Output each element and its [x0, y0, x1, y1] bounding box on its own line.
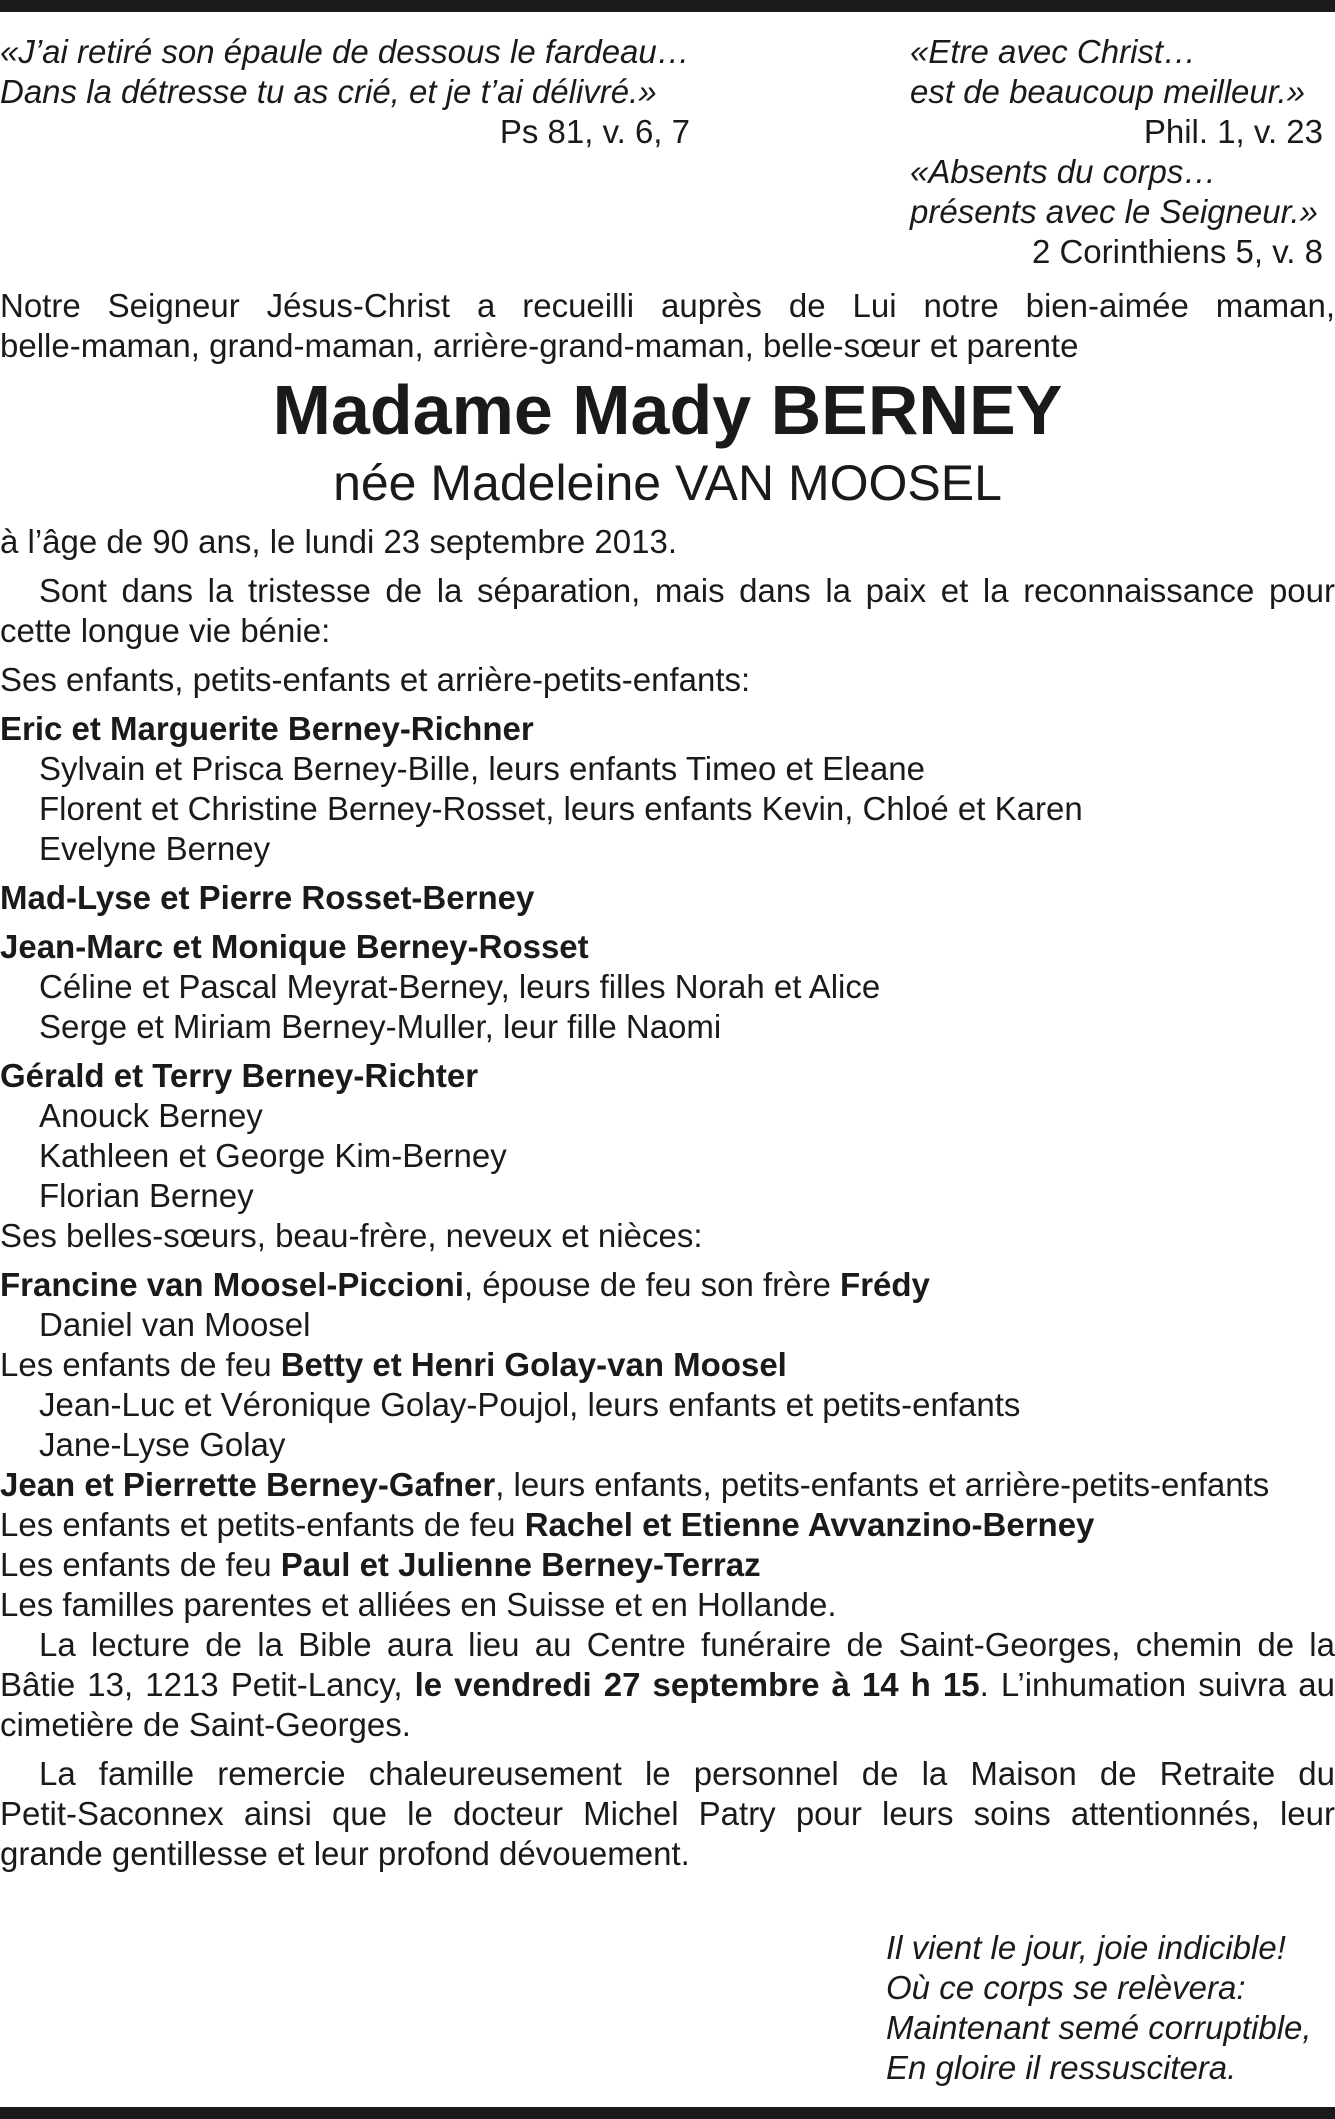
quote-reference: Phil. 1, v. 23: [1143, 113, 1323, 150]
thanks-line: Petit-Saconnex ainsi que le docteur Michel Patry pour leurs soins attentionnés, leur: [0, 1795, 1335, 1832]
intro-line: belle-maman, grand-maman, arrière-grand-maman, belle-sœur et parente: [0, 327, 1079, 364]
children-heading: Ses enfants, petits-enfants et arrière-petits-enfants:: [0, 661, 751, 698]
obituary-notice: [0, 32, 1335, 1874]
ceremony-line: [0, 1665, 1335, 1705]
inlaw-family: [0, 1505, 1335, 1545]
inlaw-text: Les enfants et petits-enfants de feu: [0, 1506, 525, 1543]
thanks-line: La famille remercie chaleureusement le personnel de la Maison de Retraite du: [39, 1755, 1335, 1792]
poem-line: Maintenant semé corruptible,: [886, 2009, 1312, 2046]
quote-line: est de beaucoup meilleur.»: [910, 73, 1306, 110]
family-head: Eric et Marguerite Berney-Richner: [0, 710, 534, 747]
quote-philippians: [910, 32, 1323, 272]
family-member: Evelyne Berney: [39, 830, 271, 867]
quote-psalm: [0, 32, 690, 152]
inlaw-text: , leurs enfants, petits-enfants et arrière-petits-enfants: [495, 1466, 1270, 1503]
quote-line: présents avec le Seigneur.»: [910, 193, 1318, 230]
inlaw-text: Les enfants de feu: [0, 1346, 281, 1383]
quote-line: «J’ai retiré son épaule de dessous le fardeau…: [0, 33, 690, 70]
quote-line: «Absents du corps…: [910, 153, 1217, 190]
family-head: Gérald et Terry Berney-Richter: [0, 1057, 479, 1094]
inlaw-family: [0, 1265, 1335, 1305]
family-head: Mad-Lyse et Pierre Rosset-Berney: [0, 879, 535, 916]
inlaw-name: Rachel et Etienne Avvanzino-Berney: [524, 1506, 1095, 1543]
bottom-rule: [0, 2107, 1335, 2119]
inlaw-name: Jean et Pierrette Berney-Gafner: [0, 1466, 496, 1503]
death-date: à l’âge de 90 ans, le lundi 23 septembre 2013.: [0, 523, 677, 560]
mourners-intro: cette longue vie bénie:: [0, 612, 331, 649]
poem-line: Il vient le jour, joie indicible!: [886, 1929, 1286, 1966]
family-member: Daniel van Moosel: [39, 1306, 311, 1343]
family-member: Florian Berney: [39, 1177, 254, 1214]
family-member: Jane-Lyse Golay: [39, 1426, 286, 1463]
ceremony-line: La lecture de la Bible aura lieu au Centre funéraire de Saint-Georges, chemin de la: [39, 1626, 1335, 1663]
quote-reference: Ps 81, v. 6, 7: [499, 113, 690, 150]
deceased-name: Madame Mady BERNEY: [272, 371, 1063, 449]
mourners-intro: Sont dans la tristesse de la séparation, mais dans la paix et la reconnaissance pour: [39, 572, 1335, 609]
ceremony-date: le vendredi 27 septembre à 14 h 15: [414, 1666, 980, 1703]
poem-line: Où ce corps se relèvera:: [886, 1969, 1246, 2006]
ceremony-text: . L’inhumation suivra au: [979, 1666, 1335, 1703]
inlaw-text: Les enfants de feu: [0, 1546, 281, 1583]
family-member: Jean-Luc et Véronique Golay-Poujol, leurs enfants et petits-enfants: [39, 1386, 1021, 1423]
thanks-line: grande gentillesse et leur profond dévouement.: [0, 1835, 690, 1872]
relatives-line: Les familles parentes et alliées en Suisse et en Hollande.: [0, 1586, 837, 1623]
inlaws-heading: Ses belles-sœurs, beau-frère, neveux et nièces:: [0, 1217, 703, 1254]
intro-line: Notre Seigneur Jésus-Christ a recueilli auprès de Lui notre bien-aimée maman,: [0, 287, 1335, 324]
ceremony-text: Bâtie 13, 1213 Petit-Lancy,: [0, 1666, 415, 1703]
inlaw-family: [0, 1345, 1335, 1385]
quote-reference: 2 Corinthiens 5, v. 8: [1031, 233, 1323, 270]
inlaw-name: Betty et Henri Golay-van Moosel: [280, 1346, 787, 1383]
inlaw-name: Frédy: [840, 1266, 930, 1303]
family-member: Sylvain et Prisca Berney-Bille, leurs enfants Timeo et Eleane: [39, 750, 925, 787]
inlaw-name: Francine van Moosel-Piccioni: [0, 1266, 464, 1303]
family-member: Florent et Christine Berney-Rosset, leurs enfants Kevin, Chloé et Karen: [39, 790, 1083, 827]
family-head: Jean-Marc et Monique Berney-Rosset: [0, 928, 589, 965]
inlaw-family: [0, 1465, 1335, 1505]
family-member: Kathleen et George Kim-Berney: [39, 1137, 507, 1174]
family-member: Anouck Berney: [39, 1097, 263, 1134]
maiden-name: née Madeleine VAN MOOSEL: [333, 455, 1002, 511]
inlaw-name: Paul et Julienne Berney-Terraz: [280, 1546, 761, 1583]
family-member: Céline et Pascal Meyrat-Berney, leurs filles Norah et Alice: [39, 968, 881, 1005]
quote-line: «Etre avec Christ…: [910, 33, 1197, 70]
poem-line: En gloire il ressuscitera.: [886, 2049, 1237, 2086]
inlaw-text: , épouse de feu son frère: [463, 1266, 841, 1303]
closing-poem: [886, 1928, 1326, 2088]
quote-line: Dans la détresse tu as crié, et je t’ai délivré.»: [0, 73, 657, 110]
inlaw-family: [0, 1545, 1335, 1585]
family-member: Serge et Miriam Berney-Muller, leur fille Naomi: [39, 1008, 722, 1045]
top-rule: [0, 0, 1335, 12]
ceremony-line: cimetière de Saint-Georges.: [0, 1706, 411, 1743]
bible-quotes: [0, 32, 1335, 286]
